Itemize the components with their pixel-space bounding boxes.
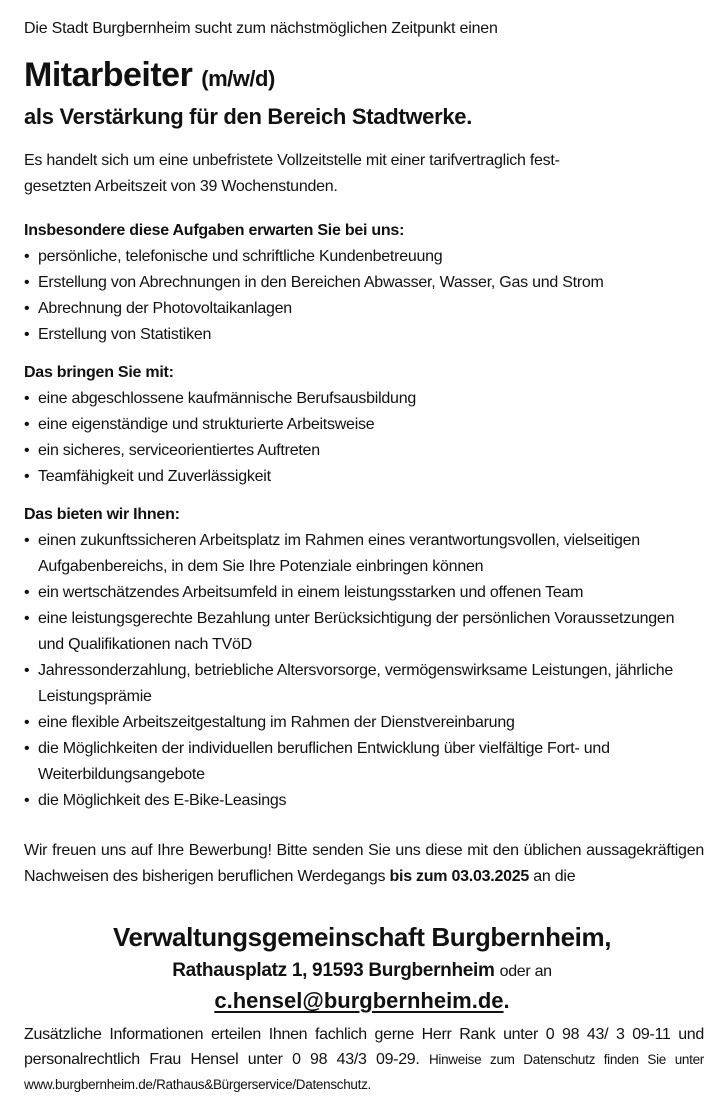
job-description <box>24 148 704 200</box>
list-item: • eine flexible Arbeitszeitgestaltung im Rahmen der Dienstvereinbarung <box>24 710 704 736</box>
section-tasks-heading: Insbesondere diese Aufgaben erwarten Sie bei uns: <box>24 222 405 239</box>
email-line <box>0 988 724 1014</box>
organization-name: Verwaltungsgemeinschaft Burgbernheim, <box>112 922 612 952</box>
section-requirements <box>24 360 704 490</box>
job-title <box>24 56 275 95</box>
email-link[interactable]: c.hensel@burgbernheim.de <box>214 988 504 1013</box>
section-tasks-list <box>24 244 704 348</box>
job-subtitle: als Verstärkung für den Bereich Stadtwerke. <box>24 104 473 129</box>
privacy-note: Hinweise zum Datenschutz finden Sie unter www.burgbernheim.de/Rathaus&Bürgerservice/Datenschutz. <box>24 1052 704 1092</box>
list-item: • Jahressonderzahlung, betriebliche Altersvorsorge, vermögenswirksame Leistungen, jährliche Leistungsprämie <box>24 658 704 710</box>
section-benefits <box>24 502 704 814</box>
job-description-line-1: Es handelt sich um eine unbefristete Vollzeitstelle mit einer tarifvertraglich fest- <box>24 152 560 169</box>
section-requirements-list <box>24 386 704 490</box>
list-item: • ein wertschätzendes Arbeitsumfeld in einem leistungsstarken und offenen Team <box>24 580 704 606</box>
closing-deadline: bis zum 03.03.2025 <box>389 868 530 885</box>
section-benefits-heading: Das bieten wir Ihnen: <box>24 506 180 523</box>
job-title-main: Mitarbeiter <box>24 56 193 94</box>
list-item: • persönliche, telefonische und schriftliche Kundenbetreuung <box>24 244 704 270</box>
address-or: oder an <box>499 963 552 980</box>
list-item: • eine abgeschlossene kaufmännische Berufsausbildung <box>24 386 704 412</box>
section-benefits-list <box>24 528 704 814</box>
list-item: • eine leistungsgerechte Bezahlung unter Berücksichtigung der persönlichen Voraussetzungen und Qualifikationen nach TVöD <box>24 606 704 658</box>
address: Rathausplatz 1, 91593 Burgbernheim <box>172 960 495 981</box>
list-item: • ein sicheres, serviceorientiertes Auftreten <box>24 438 704 464</box>
contact-info <box>24 1022 704 1097</box>
address-line <box>0 960 724 982</box>
list-item: • Teamfähigkeit und Zuverlässigkeit <box>24 464 704 490</box>
list-item: • die Möglichkeiten der individuellen beruflichen Entwicklung über vielfältige Fort- und Weiterbildungsangebote <box>24 736 704 788</box>
list-item: • Erstellung von Abrechnungen in den Bereichen Abwasser, Wasser, Gas und Strom <box>24 270 704 296</box>
job-title-suffix: (m/w/d) <box>201 66 275 91</box>
list-item: • eine eigenständige und strukturierte Arbeitsweise <box>24 412 704 438</box>
closing-paragraph <box>24 838 704 890</box>
section-requirements-heading: Das bringen Sie mit: <box>24 364 174 381</box>
intro-text: Die Stadt Burgbernheim sucht zum nächstmöglichen Zeitpunkt einen <box>24 20 498 37</box>
email-period: . <box>503 988 510 1013</box>
job-description-line-2: gesetzten Arbeitszeit von 39 Wochenstunden. <box>24 178 338 195</box>
list-item: • Erstellung von Statistiken <box>24 322 704 348</box>
closing-text: Wir freuen uns auf Ihre Bewerbung! Bitte senden Sie uns diese mit den üblichen aussagekräftigen Nachweisen des bisherigen beruflichen Werdegangs <box>24 842 704 885</box>
list-item: • einen zukunftssicheren Arbeitsplatz im Rahmen eines verantwortungsvollen, vielseitigen Aufgabenbereichs, in dem Sie Ihre Potenziale einbringen können <box>24 528 704 580</box>
section-tasks <box>24 218 704 348</box>
closing-suffix: an die <box>533 868 576 885</box>
list-item: • die Möglichkeit des E-Bike-Leasings <box>24 788 704 814</box>
list-item: • Abrechnung der Photovoltaikanlagen <box>24 296 704 322</box>
contact-info-main: Zusätzliche Informationen erteilen Ihnen fachlich gerne Herr Rank unter 0 98 43/ 3 09-11 und personalrechtlich Frau Hensel unter 0 98 43/3 09-29. <box>24 1026 704 1068</box>
